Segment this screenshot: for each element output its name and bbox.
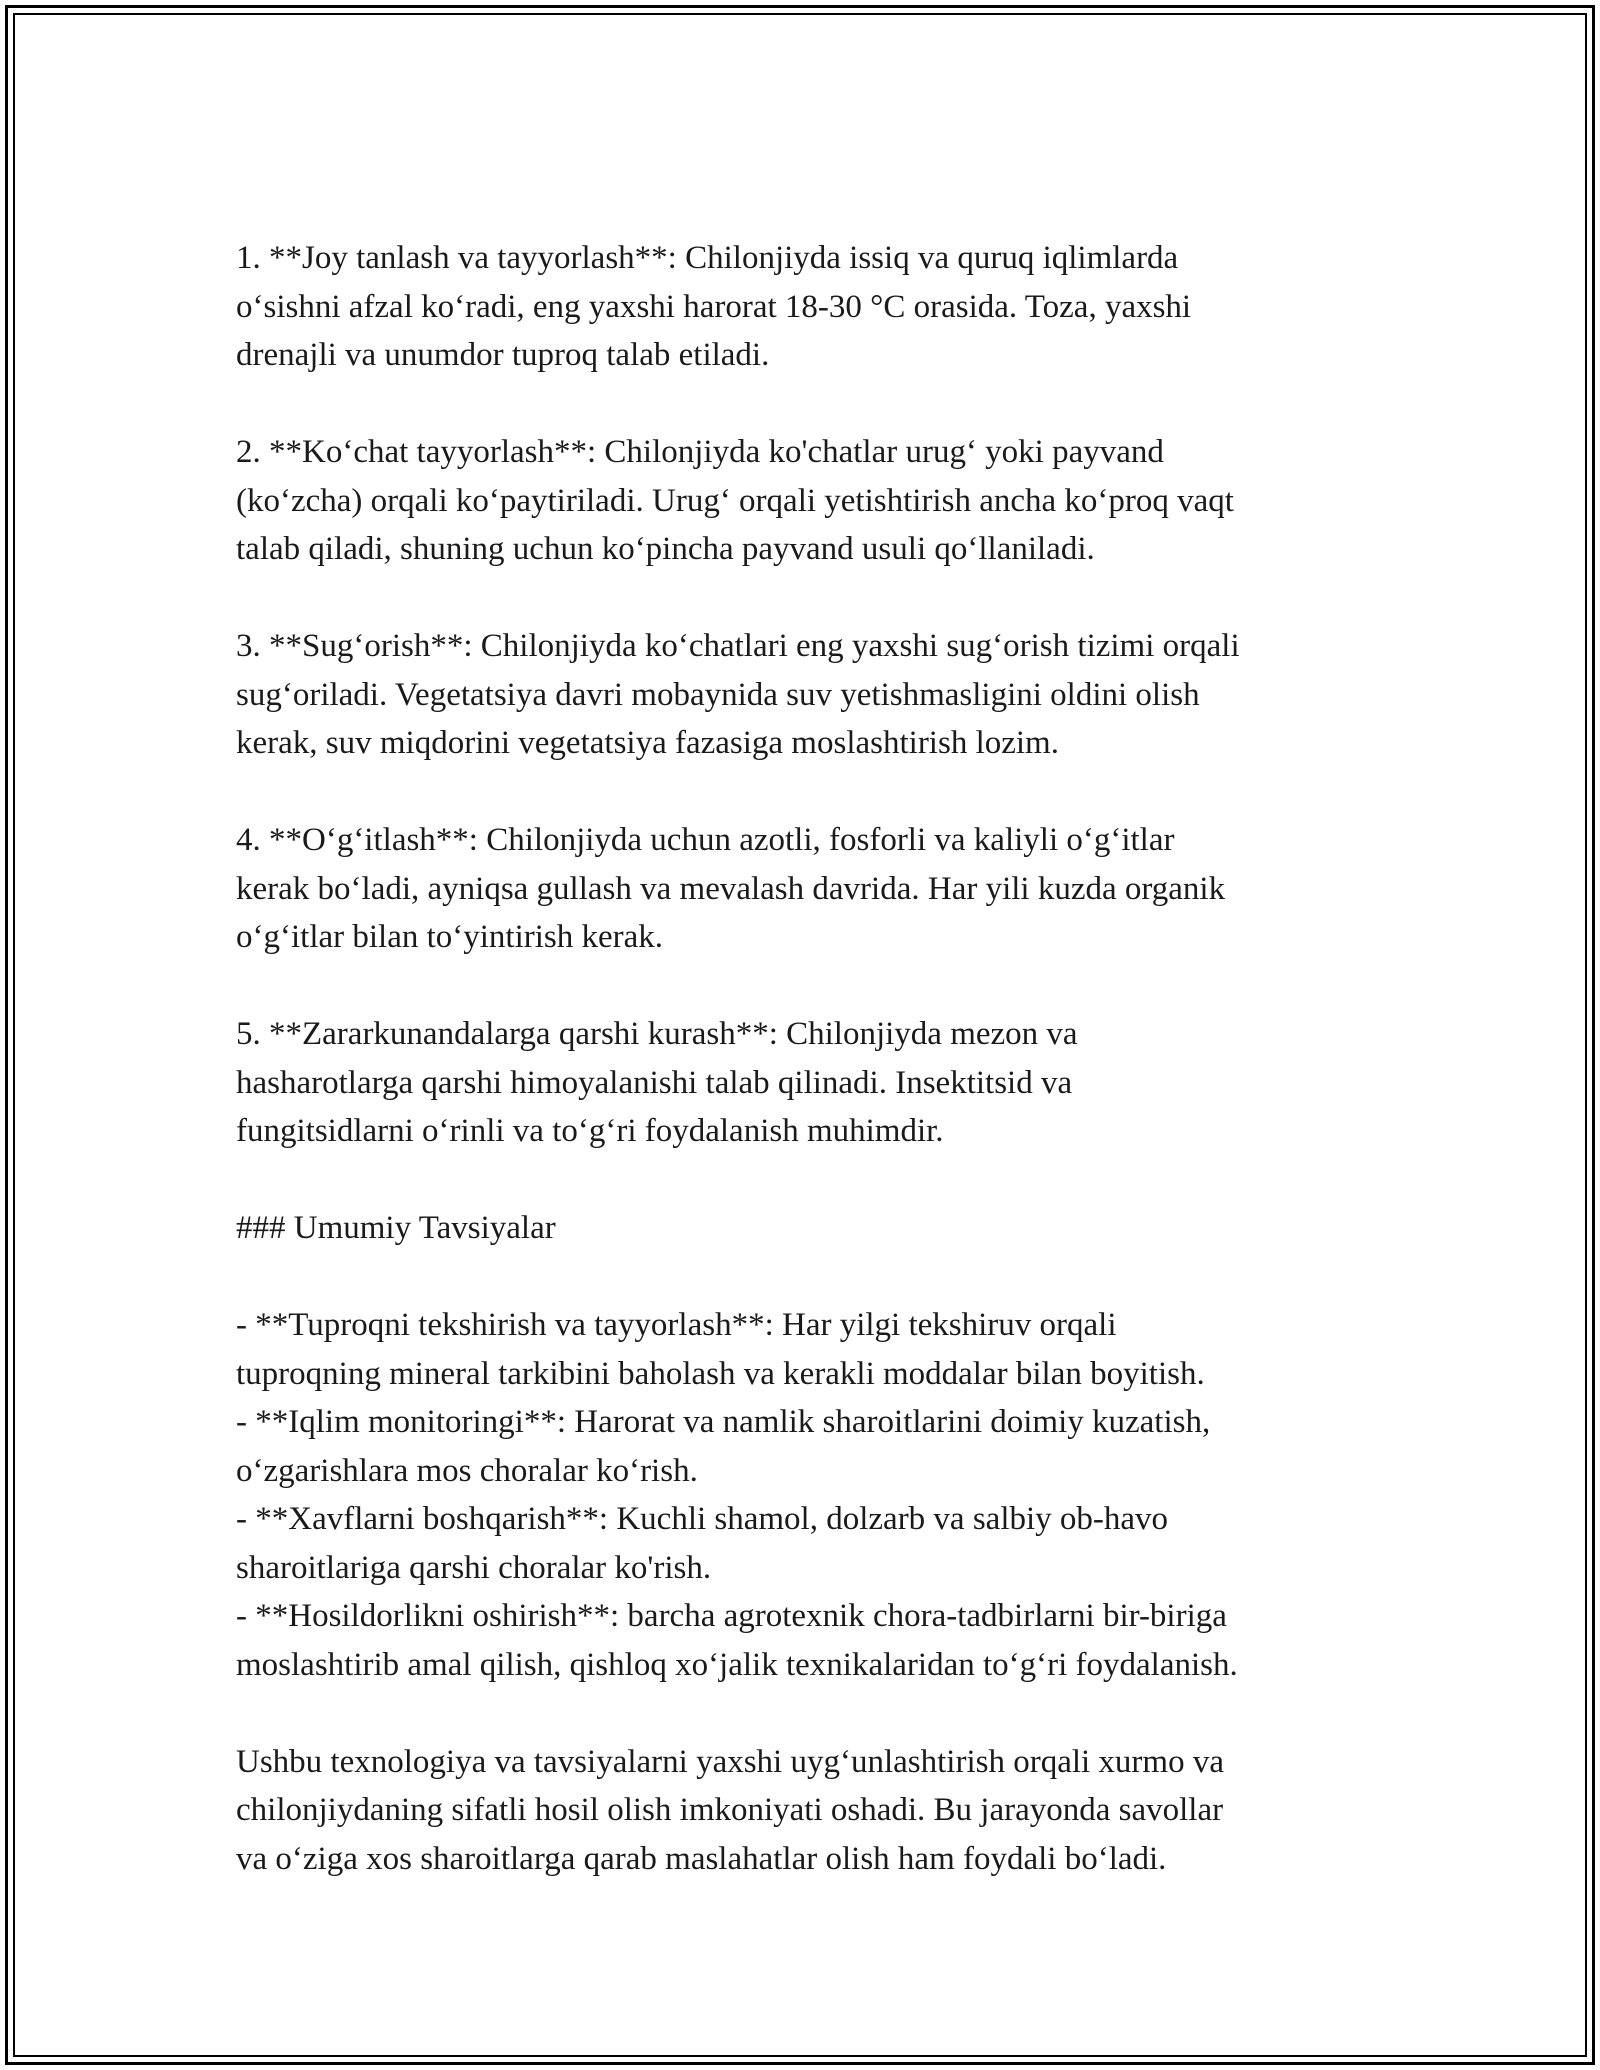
recommendations-list: - **Tuproqni tekshirish va tayyorlash**: Har yilgi tekshiruv orqali tuproqning mineral tarkibini baholash va kerakli moddalar bilan boyitish. - **Iqlim monitoringi**: Harorat va namlik sharoitlarini doimiy kuzatish, o‘zgarishlara mos choralar ko‘rish. - **Xavflarni boshqarish**: Kuchli shamol, dolzarb va salbiy ob-havo sharoitlariga qarshi choralar ko'rish. - **Hosildorlikni oshirish**: barcha agrotexnik chora-tadbirlarni bir-biriga moslashtirib amal qilish, qishloq xo‘jalik texnikalaridan to‘g‘ri foydalanish. [236,1307,1238,1683]
section-heading: ### Umumiy Tavsiyalar [236,1210,556,1246]
paragraph-kochat-tayyorlash: 2. **Ko‘chat tayyorlash**: Chilonjiyda ko'chatlar urug‘ yoki payvand (ko‘zcha) orqali ko‘paytiriladi. Urug‘ orqali yetishtirish ancha ko‘proq vaqt talab qiladi, shuning uchun ko‘pincha payvand usuli qo‘llaniladi. [236,434,1234,567]
conclusion-paragraph: Ushbu texnologiya va tavsiyalarni yaxshi uyg‘unlashtirish orqali xurmo va chilonjiydaning sifatli hosil olish imkoniyati oshadi. Bu jarayonda savollar va o‘ziga xos sharoitlarga qarab maslahatlar olish ham foydali bo‘ladi. [236,1743,1224,1877]
paragraph-joy-tanlash: 1. **Joy tanlash va tayyorlash**: Chilonjiyda issiq va quruq iqlimlarda o‘sishni afzal ko‘radi, eng yaxshi harorat 18-30 °C orasida. Toza, yaxshi drenajli va unumdor tuproq talab etiladi. [236,240,1192,373]
paragraph-zararkunandalar: 5. **Zararkunandalarga qarshi kurash**: Chilonjiyda mezon va hasharotlarga qarshi himoyalanishi talab qilinadi. Insektitsid va fungitsidlarni o‘rinli va to‘g‘ri foydalanish muhimdir. [236,1016,1078,1149]
document-body [236,234,1366,1883]
paragraph-sugorish: 3. **Sug‘orish**: Chilonjiyda ko‘chatlari eng yaxshi sug‘orish tizimi orqali sug‘oriladi. Vegetatsiya davri mobaynida suv yetishmasligini oldini olish kerak, suv miqdorini vegetatsiya fazasiga moslashtirish lozim. [236,628,1240,761]
paragraph-ogitlash: 4. **O‘g‘itlash**: Chilonjiyda uchun azotli, fosforli va kaliyli o‘g‘itlar kerak bo‘ladi, ayniqsa gullash va mevalash davrida. Har yili kuzda organik o‘g‘itlar bilan to‘yintirish kerak. [236,822,1226,955]
